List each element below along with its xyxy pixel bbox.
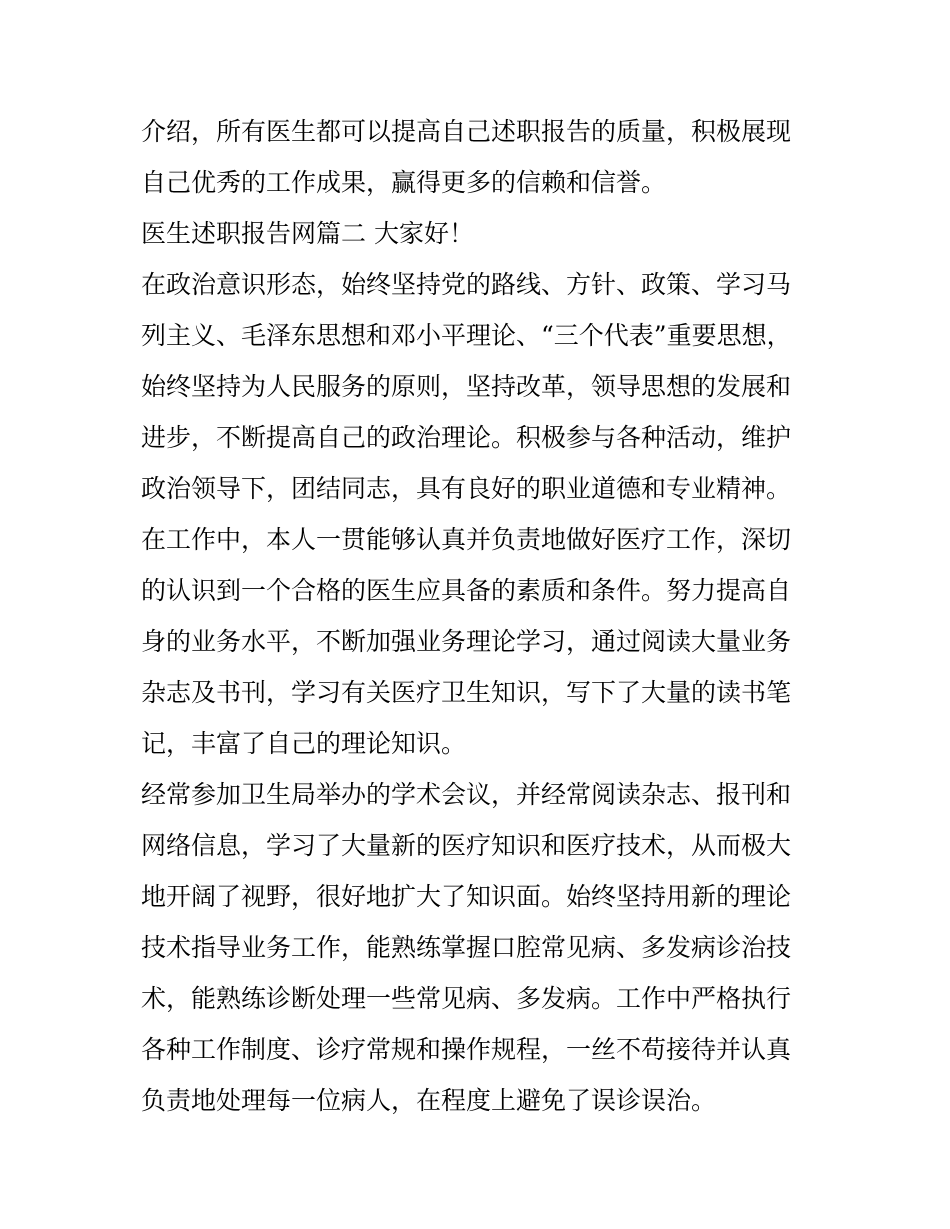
paragraph-political: 在政治意识形态，始终坚持党的路线、方针、政策、学习马列主义、毛泽东思想和邓小平理论、“三个代表”重要思想，始终坚持为人民服务的原则，坚持改革，领导思想的发展和进步，不断提高自己的政治理论。积极参与各种活动，维护政治领导下，团结同志，具有良好的职业道德和专业精神。: [141, 270, 792, 503]
paragraph-intro-continuation: 介绍，所有医生都可以提高自己述职报告的质量，积极展现自己优秀的工作成果，赢得更多的信赖和信誉。: [141, 117, 792, 197]
paragraph-work: 在工作中，本人一贯能够认真并负责地做好医疗工作，深切的认识到一个合格的医生应具备的素质和条件。努力提高自身的业务水平，不断加强业务理论学习，通过阅读大量业务杂志及书刊，学习有关医疗卫生知识，写下了大量的读书笔记，丰富了自己的理论知识。: [141, 525, 792, 758]
document-body: [141, 106, 813, 1126]
paragraph-study: 经常参加卫生局举办的学术会议，并经常阅读杂志、报刊和网络信息，学习了大量新的医疗知识和医疗技术，从而极大地开阔了视野，很好地扩大了知识面。始终坚持用新的理论技术指导业务工作，能熟练掌握口腔常见病、多发病诊治技术，能熟练诊断处理一些常见病、多发病。工作中严格执行各种工作制度、诊疗常规和操作规程，一丝不苟接待并认真负责地处理每一位病人，在程度上避免了误诊误治。: [141, 780, 792, 1115]
paragraph-section-heading: 医生述职报告网篇二 大家好！: [141, 219, 474, 248]
